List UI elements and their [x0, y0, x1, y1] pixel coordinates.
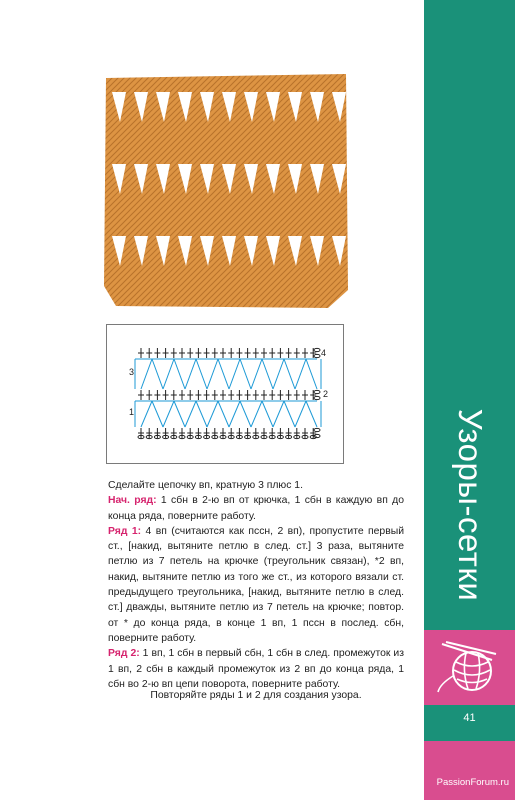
row-1 — [108, 524, 404, 646]
cluster-stitch — [273, 401, 284, 427]
cluster-stitch — [284, 359, 295, 389]
cluster-stitch — [284, 401, 295, 427]
row-2 — [108, 646, 404, 692]
cluster-stitch — [196, 359, 207, 389]
cluster-stitch — [251, 401, 262, 427]
row-2-label: Ряд 2: — [108, 648, 140, 660]
watermark: PassionForum.ru — [436, 777, 509, 788]
cluster-stitch — [163, 401, 174, 427]
row-start-label: Нач. ряд: — [108, 495, 157, 507]
row-label-1: 1 — [129, 407, 135, 417]
cluster-stitch — [295, 401, 306, 427]
cluster-stitch — [306, 359, 317, 389]
cluster-stitch — [152, 401, 163, 427]
stitch-diagram — [106, 324, 344, 464]
cluster-stitch — [163, 359, 174, 389]
cluster-stitch — [196, 401, 207, 427]
cluster-stitch — [174, 359, 185, 389]
row-1-label: Ряд 1: — [108, 525, 142, 537]
cluster-stitch — [185, 401, 196, 427]
intro-text: Сделайте цепочку вп, кратную 3 плюс 1. — [108, 480, 303, 491]
swatch-photo — [100, 72, 350, 312]
cluster-stitch — [174, 401, 185, 427]
row-label-4: 4 — [321, 348, 327, 358]
cluster-stitch — [218, 359, 229, 389]
section-title — [424, 405, 515, 605]
yarn-ball-icon — [432, 640, 508, 701]
row-start — [108, 493, 404, 524]
cluster-stitch — [141, 359, 152, 389]
turning-chain — [314, 396, 320, 399]
sidebar-bottom-block — [424, 741, 515, 800]
cluster-stitch — [295, 359, 306, 389]
row-1-text: 4 вп (считаются как пссн, 2 вп), пропустите первый ст., [накид, вытяните петлю в след. ст.] 3 раза, вытяните петлю из 7 петель на крючке (треугольник связан), *2 вп, накид, вытяните петлю из того же ст., из которого вязали ст. предыдущего треугольника, [накид, вытяните петлю в след. ст.] дважды, вытяните петлю из 7 петель на крючке; повтор. от * до конца ряда, в конце 1 вп, 1 пссн в послед. сбн, поверните работу. — [108, 525, 405, 644]
section-title-text: Узоры-сетки — [451, 408, 489, 602]
turning-chain — [314, 354, 320, 357]
cluster-stitch — [229, 401, 240, 427]
instructions — [108, 478, 404, 692]
cluster-stitch — [152, 359, 163, 389]
row-label-3: 3 — [129, 367, 135, 377]
turning-chain — [314, 348, 320, 351]
cluster-stitch — [262, 401, 273, 427]
turning-chain — [314, 428, 320, 431]
row-start-text: 1 сбн в 2-ю вп от крючка, 1 сбн в каждую вп до конца ряда, поверните работу. — [108, 495, 404, 522]
cluster-stitch — [240, 359, 251, 389]
cluster-stitch — [207, 359, 218, 389]
cluster-stitch — [185, 359, 196, 389]
cluster-stitch — [229, 359, 240, 389]
page-number: 41 — [463, 712, 476, 724]
cluster-stitch — [240, 401, 251, 427]
row-label-2: 2 — [323, 389, 329, 399]
cluster-stitch — [262, 359, 273, 389]
turning-chain — [314, 390, 320, 393]
row-2-text: 1 вп, 1 сбн в первый сбн, 1 сбн в след. промежуток из 1 вп, 2 сбн в каждый промежуток из 2 вп до конца ряда, 1 сбн во 2-ю вп цепи поворота, поверните работу. — [108, 648, 404, 690]
cluster-stitch — [218, 401, 229, 427]
cluster-stitch — [251, 359, 262, 389]
repeat-note: Повторяйте ряды 1 и 2 для создания узора. — [150, 690, 362, 701]
cluster-stitch — [141, 401, 152, 427]
cluster-stitch — [207, 401, 218, 427]
cluster-stitch — [273, 359, 284, 389]
cluster-stitch — [306, 401, 317, 427]
